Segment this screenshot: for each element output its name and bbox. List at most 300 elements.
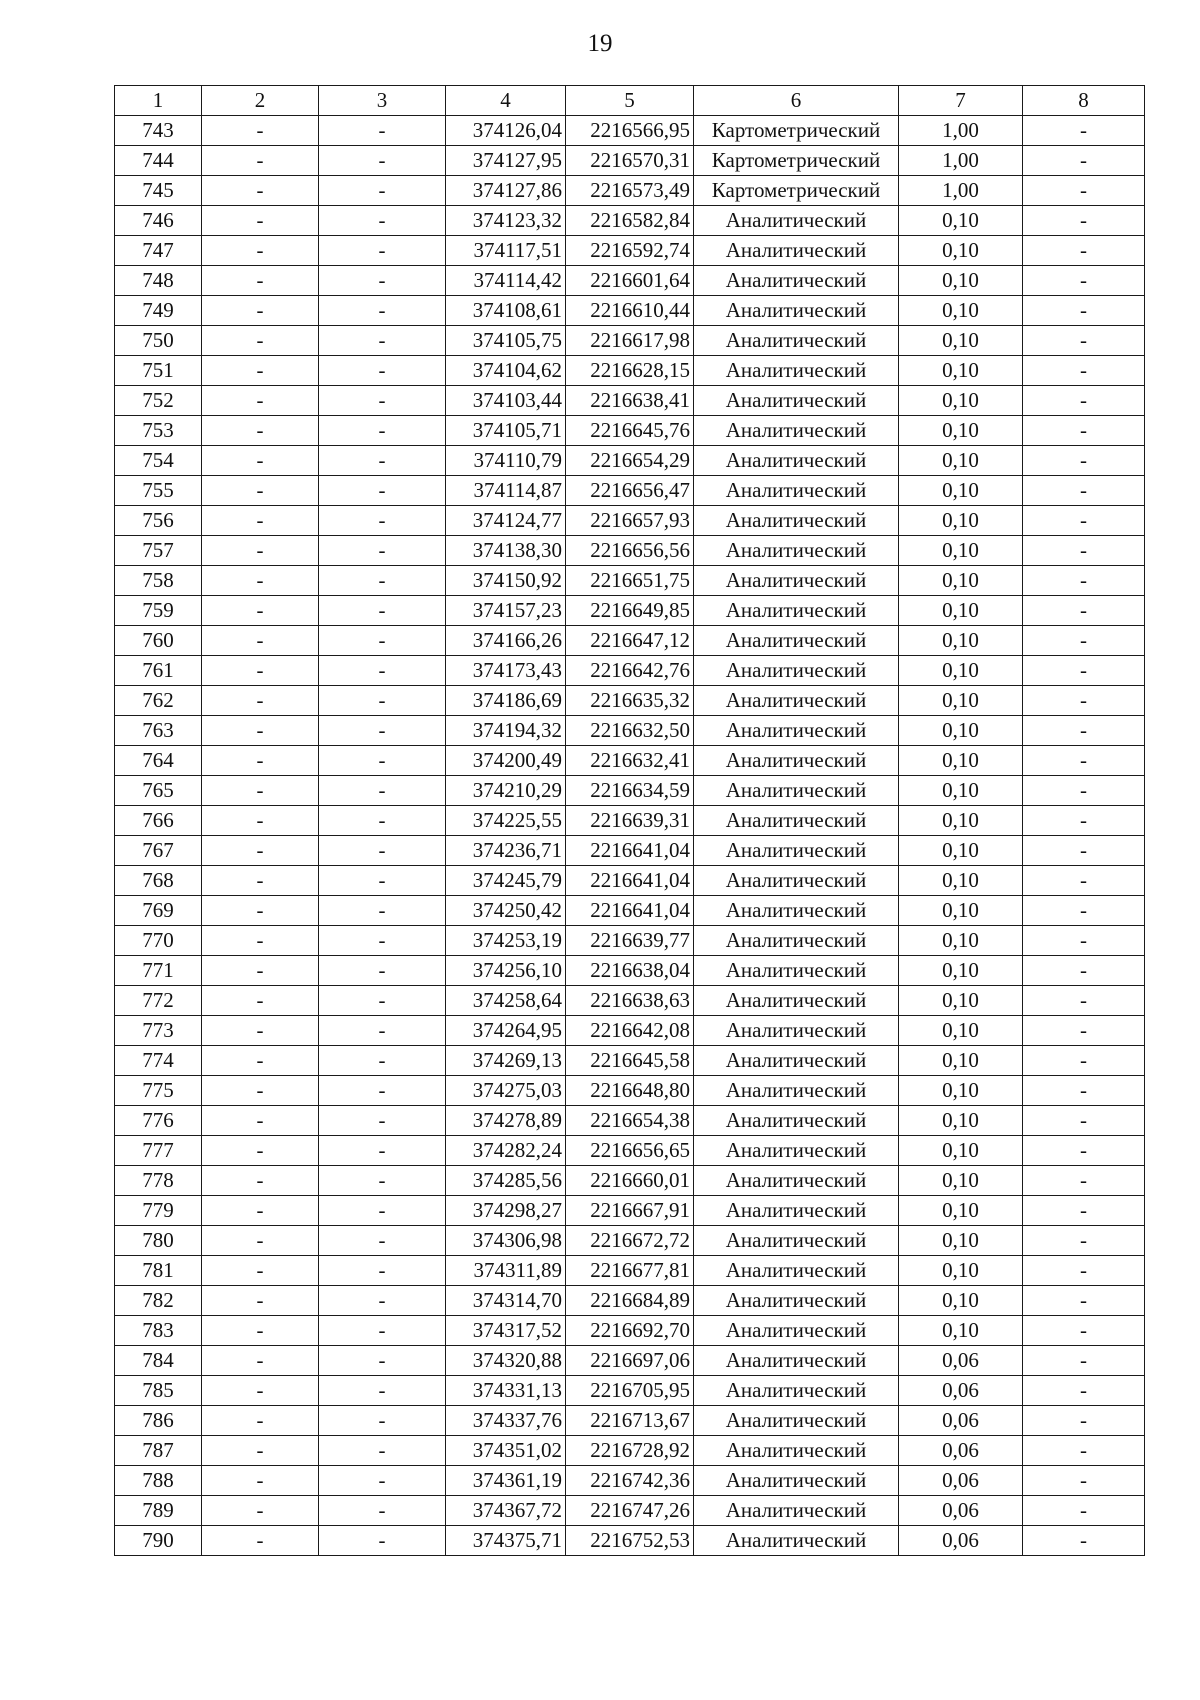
accuracy: 0,10 (899, 1076, 1023, 1106)
accuracy: 0,10 (899, 1046, 1023, 1076)
coordinate-x: 374105,71 (446, 416, 566, 446)
accuracy: 0,10 (899, 596, 1023, 626)
coordinate-y: 2216697,06 (566, 1346, 694, 1376)
cell-col2: - (202, 116, 319, 146)
method: Аналитический (694, 956, 899, 986)
cell-col3: - (319, 1376, 446, 1406)
cell-col8: - (1023, 116, 1145, 146)
cell-col3: - (319, 626, 446, 656)
cell-col3: - (319, 236, 446, 266)
accuracy: 0,10 (899, 206, 1023, 236)
cell-col8: - (1023, 1226, 1145, 1256)
point-number: 745 (115, 176, 202, 206)
coordinate-y: 2216566,95 (566, 116, 694, 146)
coordinate-y: 2216667,91 (566, 1196, 694, 1226)
method: Аналитический (694, 776, 899, 806)
point-number: 760 (115, 626, 202, 656)
method: Аналитический (694, 836, 899, 866)
method: Аналитический (694, 1466, 899, 1496)
coordinate-x: 374186,69 (446, 686, 566, 716)
method: Аналитический (694, 1016, 899, 1046)
table-row (115, 1196, 1145, 1226)
cell-col3: - (319, 266, 446, 296)
method: Аналитический (694, 596, 899, 626)
cell-col3: - (319, 566, 446, 596)
cell-col3: - (319, 1406, 446, 1436)
cell-col8: - (1023, 716, 1145, 746)
column-header: 2 (202, 86, 319, 116)
coordinate-x: 374258,64 (446, 986, 566, 1016)
point-number: 766 (115, 806, 202, 836)
cell-col3: - (319, 986, 446, 1016)
cell-col3: - (319, 326, 446, 356)
cell-col2: - (202, 1526, 319, 1556)
table-row (115, 956, 1145, 986)
point-number: 783 (115, 1316, 202, 1346)
table-row (115, 626, 1145, 656)
method: Аналитический (694, 1166, 899, 1196)
accuracy: 1,00 (899, 146, 1023, 176)
cell-col2: - (202, 776, 319, 806)
coordinate-x: 374114,87 (446, 476, 566, 506)
accuracy: 0,10 (899, 656, 1023, 686)
coordinate-y: 2216638,41 (566, 386, 694, 416)
coordinate-x: 374127,95 (446, 146, 566, 176)
point-number: 787 (115, 1436, 202, 1466)
cell-col2: - (202, 836, 319, 866)
cell-col8: - (1023, 776, 1145, 806)
method: Аналитический (694, 326, 899, 356)
cell-col3: - (319, 656, 446, 686)
coordinate-x: 374194,32 (446, 716, 566, 746)
cell-col2: - (202, 1196, 319, 1226)
method: Аналитический (694, 746, 899, 776)
table-row (115, 356, 1145, 386)
cell-col2: - (202, 1226, 319, 1256)
cell-col2: - (202, 1466, 319, 1496)
cell-col8: - (1023, 686, 1145, 716)
cell-col8: - (1023, 1106, 1145, 1136)
cell-col8: - (1023, 506, 1145, 536)
cell-col3: - (319, 746, 446, 776)
table-row (115, 1376, 1145, 1406)
coordinate-y: 2216628,15 (566, 356, 694, 386)
point-number: 756 (115, 506, 202, 536)
point-number: 771 (115, 956, 202, 986)
point-number: 750 (115, 326, 202, 356)
table-row (115, 506, 1145, 536)
coordinate-y: 2216656,65 (566, 1136, 694, 1166)
point-number: 761 (115, 656, 202, 686)
coordinate-y: 2216660,01 (566, 1166, 694, 1196)
coordinate-y: 2216713,67 (566, 1406, 694, 1436)
method: Аналитический (694, 506, 899, 536)
accuracy: 0,06 (899, 1376, 1023, 1406)
cell-col8: - (1023, 986, 1145, 1016)
accuracy: 0,10 (899, 776, 1023, 806)
coordinate-x: 374317,52 (446, 1316, 566, 1346)
cell-col8: - (1023, 446, 1145, 476)
coordinate-x: 374110,79 (446, 446, 566, 476)
cell-col8: - (1023, 1196, 1145, 1226)
coordinate-x: 374256,10 (446, 956, 566, 986)
point-number: 755 (115, 476, 202, 506)
coordinate-y: 2216641,04 (566, 896, 694, 926)
coordinate-y: 2216684,89 (566, 1286, 694, 1316)
cell-col8: - (1023, 866, 1145, 896)
method: Аналитический (694, 1196, 899, 1226)
cell-col8: - (1023, 626, 1145, 656)
coordinate-x: 374250,42 (446, 896, 566, 926)
coordinate-y: 2216582,84 (566, 206, 694, 236)
coordinate-y: 2216641,04 (566, 836, 694, 866)
coordinate-x: 374210,29 (446, 776, 566, 806)
method: Картометрический (694, 116, 899, 146)
method: Аналитический (694, 686, 899, 716)
cell-col8: - (1023, 1166, 1145, 1196)
cell-col2: - (202, 446, 319, 476)
coordinate-y: 2216617,98 (566, 326, 694, 356)
accuracy: 0,10 (899, 1196, 1023, 1226)
coordinate-x: 374269,13 (446, 1046, 566, 1076)
table-row (115, 1406, 1145, 1436)
table-row (115, 926, 1145, 956)
cell-col3: - (319, 476, 446, 506)
coordinate-y: 2216752,53 (566, 1526, 694, 1556)
method: Аналитический (694, 1526, 899, 1556)
coordinate-x: 374108,61 (446, 296, 566, 326)
method: Аналитический (694, 1406, 899, 1436)
coordinate-y: 2216654,29 (566, 446, 694, 476)
table-row (115, 1466, 1145, 1496)
method: Аналитический (694, 296, 899, 326)
method: Аналитический (694, 446, 899, 476)
coordinate-x: 374104,62 (446, 356, 566, 386)
coordinate-x: 374351,02 (446, 1436, 566, 1466)
table-row (115, 896, 1145, 926)
point-number: 752 (115, 386, 202, 416)
coordinate-y: 2216645,58 (566, 1046, 694, 1076)
coordinate-x: 374117,51 (446, 236, 566, 266)
point-number: 781 (115, 1256, 202, 1286)
method: Аналитический (694, 1286, 899, 1316)
table-row (115, 986, 1145, 1016)
coordinate-x: 374375,71 (446, 1526, 566, 1556)
table-row (115, 116, 1145, 146)
cell-col8: - (1023, 1376, 1145, 1406)
accuracy: 0,10 (899, 356, 1023, 386)
cell-col2: - (202, 1436, 319, 1466)
cell-col8: - (1023, 536, 1145, 566)
method: Аналитический (694, 866, 899, 896)
cell-col2: - (202, 716, 319, 746)
point-number: 762 (115, 686, 202, 716)
table-row (115, 806, 1145, 836)
accuracy: 0,06 (899, 1496, 1023, 1526)
method: Аналитический (694, 926, 899, 956)
accuracy: 0,10 (899, 416, 1023, 446)
coordinate-y: 2216657,93 (566, 506, 694, 536)
coordinate-y: 2216638,04 (566, 956, 694, 986)
accuracy: 0,10 (899, 626, 1023, 656)
method: Аналитический (694, 1376, 899, 1406)
point-number: 779 (115, 1196, 202, 1226)
coordinate-x: 374245,79 (446, 866, 566, 896)
coordinate-y: 2216728,92 (566, 1436, 694, 1466)
cell-col8: - (1023, 1286, 1145, 1316)
cell-col2: - (202, 1016, 319, 1046)
cell-col8: - (1023, 1496, 1145, 1526)
method: Аналитический (694, 266, 899, 296)
cell-col2: - (202, 1286, 319, 1316)
cell-col2: - (202, 566, 319, 596)
accuracy: 0,10 (899, 836, 1023, 866)
cell-col8: - (1023, 926, 1145, 956)
table-row (115, 296, 1145, 326)
accuracy: 0,10 (899, 446, 1023, 476)
point-number: 743 (115, 116, 202, 146)
coordinate-x: 374114,42 (446, 266, 566, 296)
point-number: 757 (115, 536, 202, 566)
method: Аналитический (694, 1256, 899, 1286)
cell-col8: - (1023, 1316, 1145, 1346)
coordinate-y: 2216641,04 (566, 866, 694, 896)
cell-col3: - (319, 1226, 446, 1256)
coordinate-y: 2216570,31 (566, 146, 694, 176)
column-header: 1 (115, 86, 202, 116)
method: Аналитический (694, 1046, 899, 1076)
table-row (115, 266, 1145, 296)
cell-col3: - (319, 356, 446, 386)
table-row (115, 1526, 1145, 1556)
coordinate-y: 2216642,08 (566, 1016, 694, 1046)
coordinate-y: 2216632,50 (566, 716, 694, 746)
point-number: 751 (115, 356, 202, 386)
table-row (115, 416, 1145, 446)
accuracy: 0,10 (899, 386, 1023, 416)
cell-col3: - (319, 116, 446, 146)
accuracy: 0,06 (899, 1346, 1023, 1376)
accuracy: 0,06 (899, 1466, 1023, 1496)
cell-col8: - (1023, 746, 1145, 776)
point-number: 765 (115, 776, 202, 806)
cell-col2: - (202, 536, 319, 566)
cell-col3: - (319, 1196, 446, 1226)
coordinate-x: 374331,13 (446, 1376, 566, 1406)
table-row (115, 1256, 1145, 1286)
cell-col3: - (319, 1106, 446, 1136)
coordinate-x: 374306,98 (446, 1226, 566, 1256)
coordinate-x: 374320,88 (446, 1346, 566, 1376)
cell-col3: - (319, 176, 446, 206)
cell-col2: - (202, 686, 319, 716)
point-number: 748 (115, 266, 202, 296)
point-number: 785 (115, 1376, 202, 1406)
table-row (115, 1316, 1145, 1346)
coordinate-y: 2216647,12 (566, 626, 694, 656)
method: Аналитический (694, 386, 899, 416)
accuracy: 0,10 (899, 1286, 1023, 1316)
cell-col3: - (319, 1526, 446, 1556)
accuracy: 0,10 (899, 1226, 1023, 1256)
accuracy: 0,10 (899, 1016, 1023, 1046)
coordinate-x: 374157,23 (446, 596, 566, 626)
accuracy: 0,10 (899, 236, 1023, 266)
point-number: 768 (115, 866, 202, 896)
coordinate-x: 374337,76 (446, 1406, 566, 1436)
method: Картометрический (694, 146, 899, 176)
cell-col8: - (1023, 476, 1145, 506)
point-number: 767 (115, 836, 202, 866)
coordinate-y: 2216692,70 (566, 1316, 694, 1346)
coordinate-y: 2216656,47 (566, 476, 694, 506)
table-row (115, 1046, 1145, 1076)
coordinate-x: 374298,27 (446, 1196, 566, 1226)
cell-col3: - (319, 926, 446, 956)
cell-col2: - (202, 386, 319, 416)
cell-col3: - (319, 146, 446, 176)
table-row (115, 206, 1145, 236)
cell-col3: - (319, 1316, 446, 1346)
cell-col8: - (1023, 1466, 1145, 1496)
cell-col3: - (319, 776, 446, 806)
cell-col8: - (1023, 1076, 1145, 1106)
point-number: 758 (115, 566, 202, 596)
point-number: 744 (115, 146, 202, 176)
accuracy: 0,10 (899, 806, 1023, 836)
point-number: 769 (115, 896, 202, 926)
cell-col8: - (1023, 806, 1145, 836)
method: Аналитический (694, 656, 899, 686)
accuracy: 0,10 (899, 986, 1023, 1016)
coordinate-x: 374173,43 (446, 656, 566, 686)
accuracy: 0,10 (899, 1316, 1023, 1346)
cell-col3: - (319, 506, 446, 536)
method: Аналитический (694, 1346, 899, 1376)
table-row (115, 176, 1145, 206)
method: Аналитический (694, 1496, 899, 1526)
cell-col8: - (1023, 896, 1145, 926)
table-row (115, 326, 1145, 356)
method: Картометрический (694, 176, 899, 206)
method: Аналитический (694, 626, 899, 656)
point-number: 754 (115, 446, 202, 476)
column-header: 5 (566, 86, 694, 116)
table-row (115, 536, 1145, 566)
method: Аналитический (694, 536, 899, 566)
accuracy: 1,00 (899, 116, 1023, 146)
table-row (115, 1346, 1145, 1376)
method: Аналитический (694, 566, 899, 596)
coordinate-x: 374253,19 (446, 926, 566, 956)
table-row (115, 1496, 1145, 1526)
cell-col8: - (1023, 206, 1145, 236)
cell-col2: - (202, 656, 319, 686)
table-row (115, 716, 1145, 746)
coordinate-x: 374367,72 (446, 1496, 566, 1526)
accuracy: 0,10 (899, 476, 1023, 506)
cell-col3: - (319, 536, 446, 566)
accuracy: 0,10 (899, 326, 1023, 356)
column-header: 4 (446, 86, 566, 116)
cell-col3: - (319, 1136, 446, 1166)
method: Аналитический (694, 236, 899, 266)
cell-col2: - (202, 1406, 319, 1436)
coordinate-y: 2216635,32 (566, 686, 694, 716)
accuracy: 0,10 (899, 1106, 1023, 1136)
coordinate-y: 2216645,76 (566, 416, 694, 446)
cell-col3: - (319, 1346, 446, 1376)
cell-col8: - (1023, 1406, 1145, 1436)
cell-col2: - (202, 986, 319, 1016)
method: Аналитический (694, 206, 899, 236)
coordinate-x: 374275,03 (446, 1076, 566, 1106)
cell-col2: - (202, 596, 319, 626)
accuracy: 0,10 (899, 716, 1023, 746)
cell-col8: - (1023, 296, 1145, 326)
cell-col8: - (1023, 596, 1145, 626)
coordinate-x: 374138,30 (446, 536, 566, 566)
coordinate-x: 374200,49 (446, 746, 566, 776)
coordinate-x: 374311,89 (446, 1256, 566, 1286)
coordinate-y: 2216573,49 (566, 176, 694, 206)
point-number: 753 (115, 416, 202, 446)
table-row (115, 236, 1145, 266)
coordinate-x: 374123,32 (446, 206, 566, 236)
column-header: 6 (694, 86, 899, 116)
table-row (115, 386, 1145, 416)
cell-col8: - (1023, 176, 1145, 206)
point-number: 770 (115, 926, 202, 956)
coordinate-y: 2216632,41 (566, 746, 694, 776)
cell-col2: - (202, 1166, 319, 1196)
coordinate-y: 2216601,64 (566, 266, 694, 296)
cell-col3: - (319, 686, 446, 716)
cell-col2: - (202, 866, 319, 896)
cell-col3: - (319, 416, 446, 446)
cell-col3: - (319, 1496, 446, 1526)
cell-col3: - (319, 896, 446, 926)
coordinate-x: 374361,19 (446, 1466, 566, 1496)
point-number: 782 (115, 1286, 202, 1316)
accuracy: 0,10 (899, 1166, 1023, 1196)
cell-col8: - (1023, 956, 1145, 986)
point-number: 778 (115, 1166, 202, 1196)
cell-col8: - (1023, 326, 1145, 356)
coordinate-x: 374150,92 (446, 566, 566, 596)
cell-col2: - (202, 1136, 319, 1166)
cell-col8: - (1023, 1136, 1145, 1166)
cell-col2: - (202, 926, 319, 956)
table-row (115, 146, 1145, 176)
coordinate-x: 374127,86 (446, 176, 566, 206)
cell-col2: - (202, 476, 319, 506)
accuracy: 0,10 (899, 1136, 1023, 1166)
method: Аналитический (694, 1076, 899, 1106)
cell-col8: - (1023, 1346, 1145, 1376)
point-number: 775 (115, 1076, 202, 1106)
point-number: 784 (115, 1346, 202, 1376)
coordinate-y: 2216654,38 (566, 1106, 694, 1136)
method: Аналитический (694, 1436, 899, 1466)
column-header: 7 (899, 86, 1023, 116)
cell-col2: - (202, 1376, 319, 1406)
table-row (115, 1226, 1145, 1256)
cell-col2: - (202, 896, 319, 926)
accuracy: 0,10 (899, 746, 1023, 776)
column-header: 3 (319, 86, 446, 116)
cell-col2: - (202, 236, 319, 266)
